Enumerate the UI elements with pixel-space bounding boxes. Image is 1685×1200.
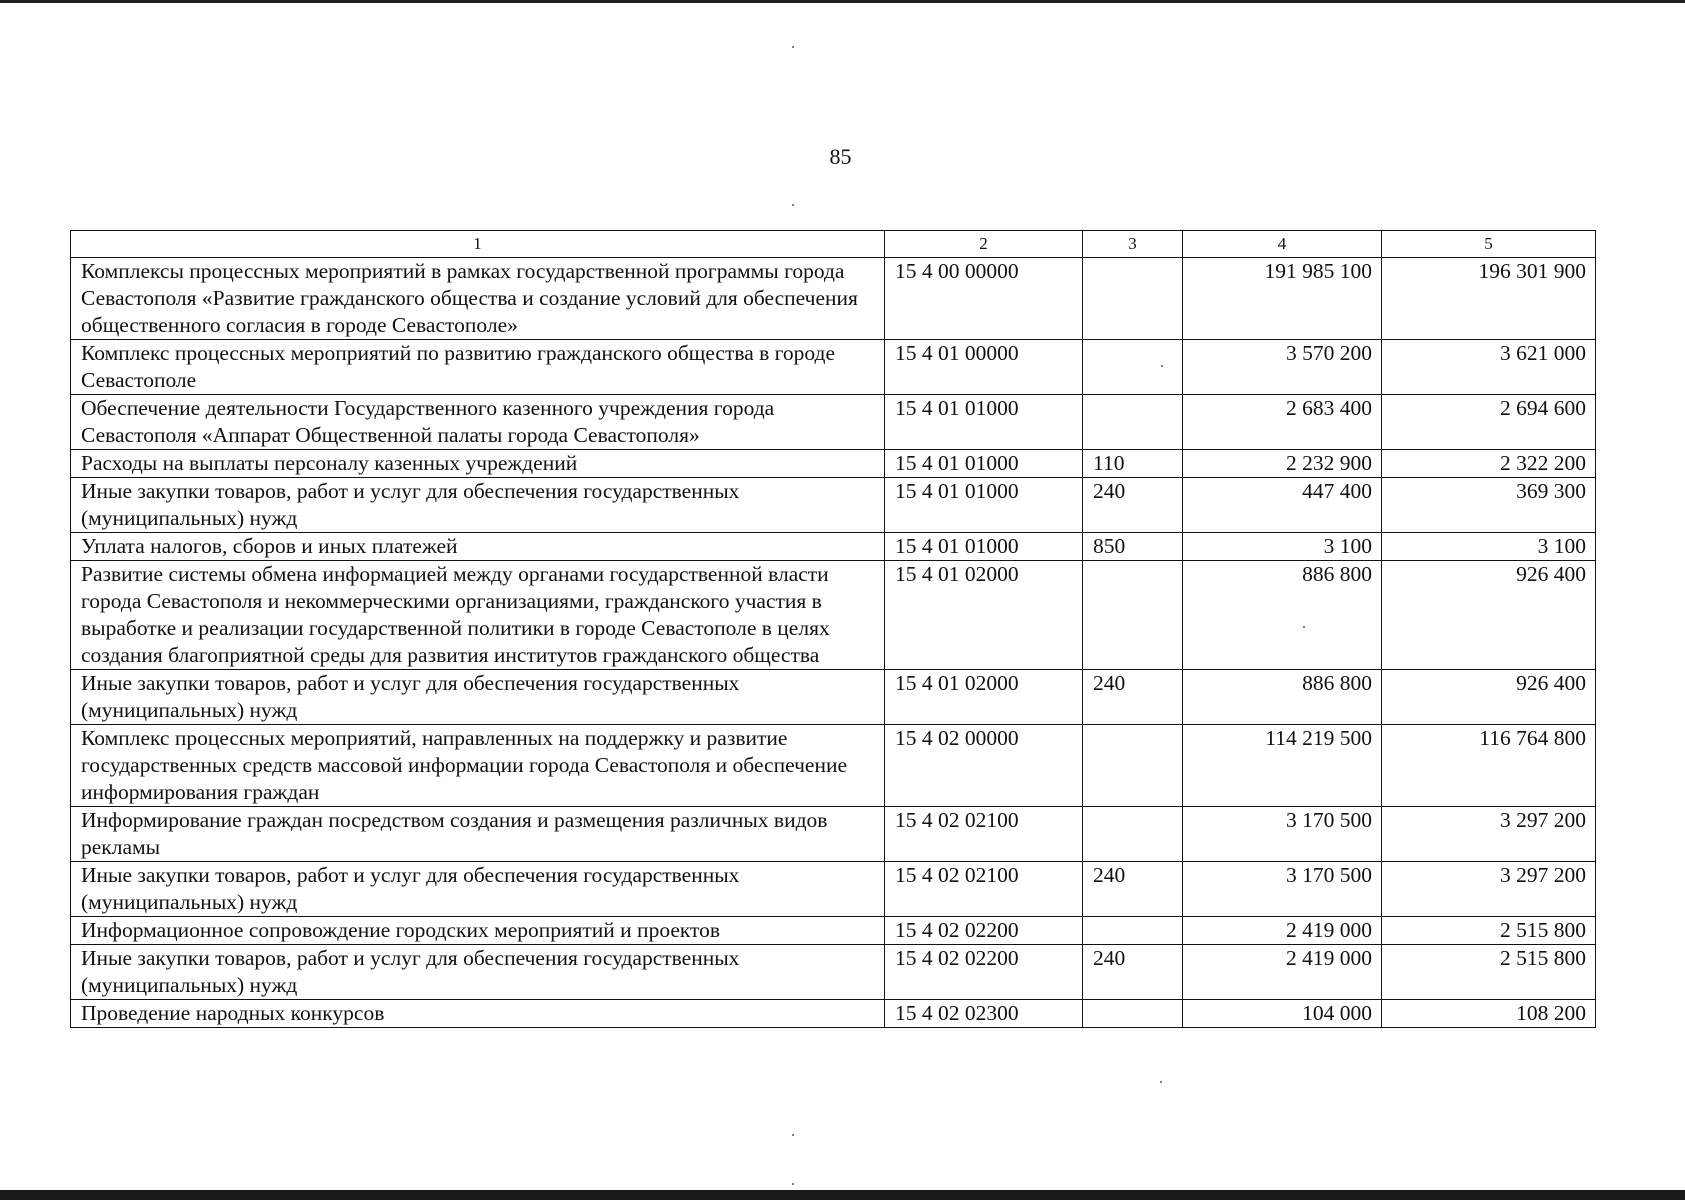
row-amount-col5: 3 100 — [1382, 533, 1596, 561]
row-name: Обеспечение деятельности Государственного казенного учреждения города Севастополя «Аппарат Общественной палаты города Севастополя» — [71, 395, 885, 450]
row-expense-type: 240 — [1083, 945, 1183, 1000]
row-amount-col4: 2 419 000 — [1183, 917, 1382, 945]
row-amount-col4: 2 232 900 — [1183, 450, 1382, 478]
row-amount-col5: 3 297 200 — [1382, 807, 1596, 862]
table-row — [71, 340, 1596, 395]
row-amount-col5: 196 301 900 — [1382, 258, 1596, 340]
scan-edge-bottom — [0, 1190, 1685, 1200]
column-header-1: 1 — [71, 231, 885, 258]
scan-speck — [792, 46, 794, 48]
row-amount-col4: 3 170 500 — [1183, 862, 1382, 917]
row-code: 15 4 01 01000 — [885, 478, 1083, 533]
row-code: 15 4 00 00000 — [885, 258, 1083, 340]
column-header-3: 3 — [1083, 231, 1183, 258]
scan-speck — [792, 1183, 794, 1185]
page-number: 85 — [829, 144, 852, 169]
row-code: 15 4 01 02000 — [885, 561, 1083, 670]
table-row — [71, 533, 1596, 561]
row-amount-col4: 447 400 — [1183, 478, 1382, 533]
row-expense-type — [1083, 807, 1183, 862]
row-amount-col4: 3 100 — [1183, 533, 1382, 561]
row-expense-type — [1083, 725, 1183, 807]
row-amount-col5: 3 621 000 — [1382, 340, 1596, 395]
row-amount-col4: 886 800 — [1183, 670, 1382, 725]
row-amount-col5: 926 400 — [1382, 561, 1596, 670]
row-amount-col5: 369 300 — [1382, 478, 1596, 533]
row-expense-type: 240 — [1083, 670, 1183, 725]
row-amount-col4: 886 800 — [1183, 561, 1382, 670]
column-header-4: 4 — [1183, 231, 1382, 258]
table-row — [71, 945, 1596, 1000]
row-code: 15 4 02 02100 — [885, 807, 1083, 862]
row-name: Комплекс процессных мероприятий, направленных на поддержку и развитие государственных средств массовой информации города Севастополя и обеспечение информирования граждан — [71, 725, 885, 807]
row-amount-col4: 2 419 000 — [1183, 945, 1382, 1000]
row-amount-col5: 116 764 800 — [1382, 725, 1596, 807]
scan-speck — [1160, 1081, 1162, 1083]
row-expense-type — [1083, 258, 1183, 340]
row-code: 15 4 02 02200 — [885, 945, 1083, 1000]
scan-speck — [792, 1134, 794, 1136]
row-expense-type: 240 — [1083, 862, 1183, 917]
row-name: Иные закупки товаров, работ и услуг для обеспечения государственных (муниципальных) нужд — [71, 670, 885, 725]
row-amount-col5: 2 694 600 — [1382, 395, 1596, 450]
row-amount-col5: 2 515 800 — [1382, 917, 1596, 945]
row-name: Развитие системы обмена информацией между органами государственной власти города Севастополя и некоммерческими организациями, гражданского участия в выработке и реализации государственной политики в городе Севастополе в целях создания благоприятной среды для развития институтов гражданского общества — [71, 561, 885, 670]
row-name: Комплекс процессных мероприятий по развитию гражданского общества в городе Севастополе — [71, 340, 885, 395]
row-expense-type: 240 — [1083, 478, 1183, 533]
scan-speck — [1161, 365, 1163, 367]
row-amount-col4: 3 170 500 — [1183, 807, 1382, 862]
table-row — [71, 561, 1596, 670]
row-expense-type — [1083, 340, 1183, 395]
table-row — [71, 395, 1596, 450]
row-amount-col4: 114 219 500 — [1183, 725, 1382, 807]
table-row — [71, 917, 1596, 945]
row-name: Иные закупки товаров, работ и услуг для обеспечения государственных (муниципальных) нужд — [71, 478, 885, 533]
row-expense-type — [1083, 1000, 1183, 1028]
row-name: Иные закупки товаров, работ и услуг для обеспечения государственных (муниципальных) нужд — [71, 945, 885, 1000]
row-code: 15 4 01 00000 — [885, 340, 1083, 395]
table-row — [71, 725, 1596, 807]
table-row — [71, 862, 1596, 917]
row-code: 15 4 01 02000 — [885, 670, 1083, 725]
row-amount-col4: 3 570 200 — [1183, 340, 1382, 395]
row-expense-type: 850 — [1083, 533, 1183, 561]
row-amount-col5: 3 297 200 — [1382, 862, 1596, 917]
row-code: 15 4 01 01000 — [885, 395, 1083, 450]
row-code: 15 4 02 00000 — [885, 725, 1083, 807]
scan-edge-top — [0, 0, 1685, 3]
table-row — [71, 478, 1596, 533]
table-row — [71, 450, 1596, 478]
table-row — [71, 670, 1596, 725]
table-row — [71, 258, 1596, 340]
row-name: Комплексы процессных мероприятий в рамках государственной программы города Севастополя «Развитие гражданского общества и создание условий для обеспечения общественного согласия в городе Севастополе» — [71, 258, 885, 340]
row-name: Расходы на выплаты персоналу казенных учреждений — [71, 450, 885, 478]
row-name: Информационное сопровождение городских мероприятий и проектов — [71, 917, 885, 945]
row-amount-col4: 104 000 — [1183, 1000, 1382, 1028]
row-name: Уплата налогов, сборов и иных платежей — [71, 533, 885, 561]
column-header-2: 2 — [885, 231, 1083, 258]
table-header — [71, 231, 1596, 258]
row-code: 15 4 02 02300 — [885, 1000, 1083, 1028]
row-code: 15 4 01 01000 — [885, 533, 1083, 561]
column-header-5: 5 — [1382, 231, 1596, 258]
table-body — [71, 258, 1596, 1028]
row-name: Иные закупки товаров, работ и услуг для обеспечения государственных (муниципальных) нужд — [71, 862, 885, 917]
row-amount-col4: 2 683 400 — [1183, 395, 1382, 450]
row-amount-col5: 108 200 — [1382, 1000, 1596, 1028]
row-name: Проведение народных конкурсов — [71, 1000, 885, 1028]
row-expense-type — [1083, 395, 1183, 450]
scan-speck — [792, 204, 794, 206]
row-name: Информирование граждан посредством создания и размещения различных видов рекламы — [71, 807, 885, 862]
row-amount-col5: 2 515 800 — [1382, 945, 1596, 1000]
table-row — [71, 807, 1596, 862]
row-amount-col5: 2 322 200 — [1382, 450, 1596, 478]
table-row — [71, 1000, 1596, 1028]
row-expense-type — [1083, 561, 1183, 670]
row-code: 15 4 01 01000 — [885, 450, 1083, 478]
row-expense-type: 110 — [1083, 450, 1183, 478]
row-amount-col5: 926 400 — [1382, 670, 1596, 725]
row-code: 15 4 02 02100 — [885, 862, 1083, 917]
header-row — [71, 231, 1596, 258]
row-amount-col4: 191 985 100 — [1183, 258, 1382, 340]
row-code: 15 4 02 02200 — [885, 917, 1083, 945]
budget-table — [70, 230, 1596, 1028]
scan-speck — [1303, 626, 1305, 628]
row-expense-type — [1083, 917, 1183, 945]
